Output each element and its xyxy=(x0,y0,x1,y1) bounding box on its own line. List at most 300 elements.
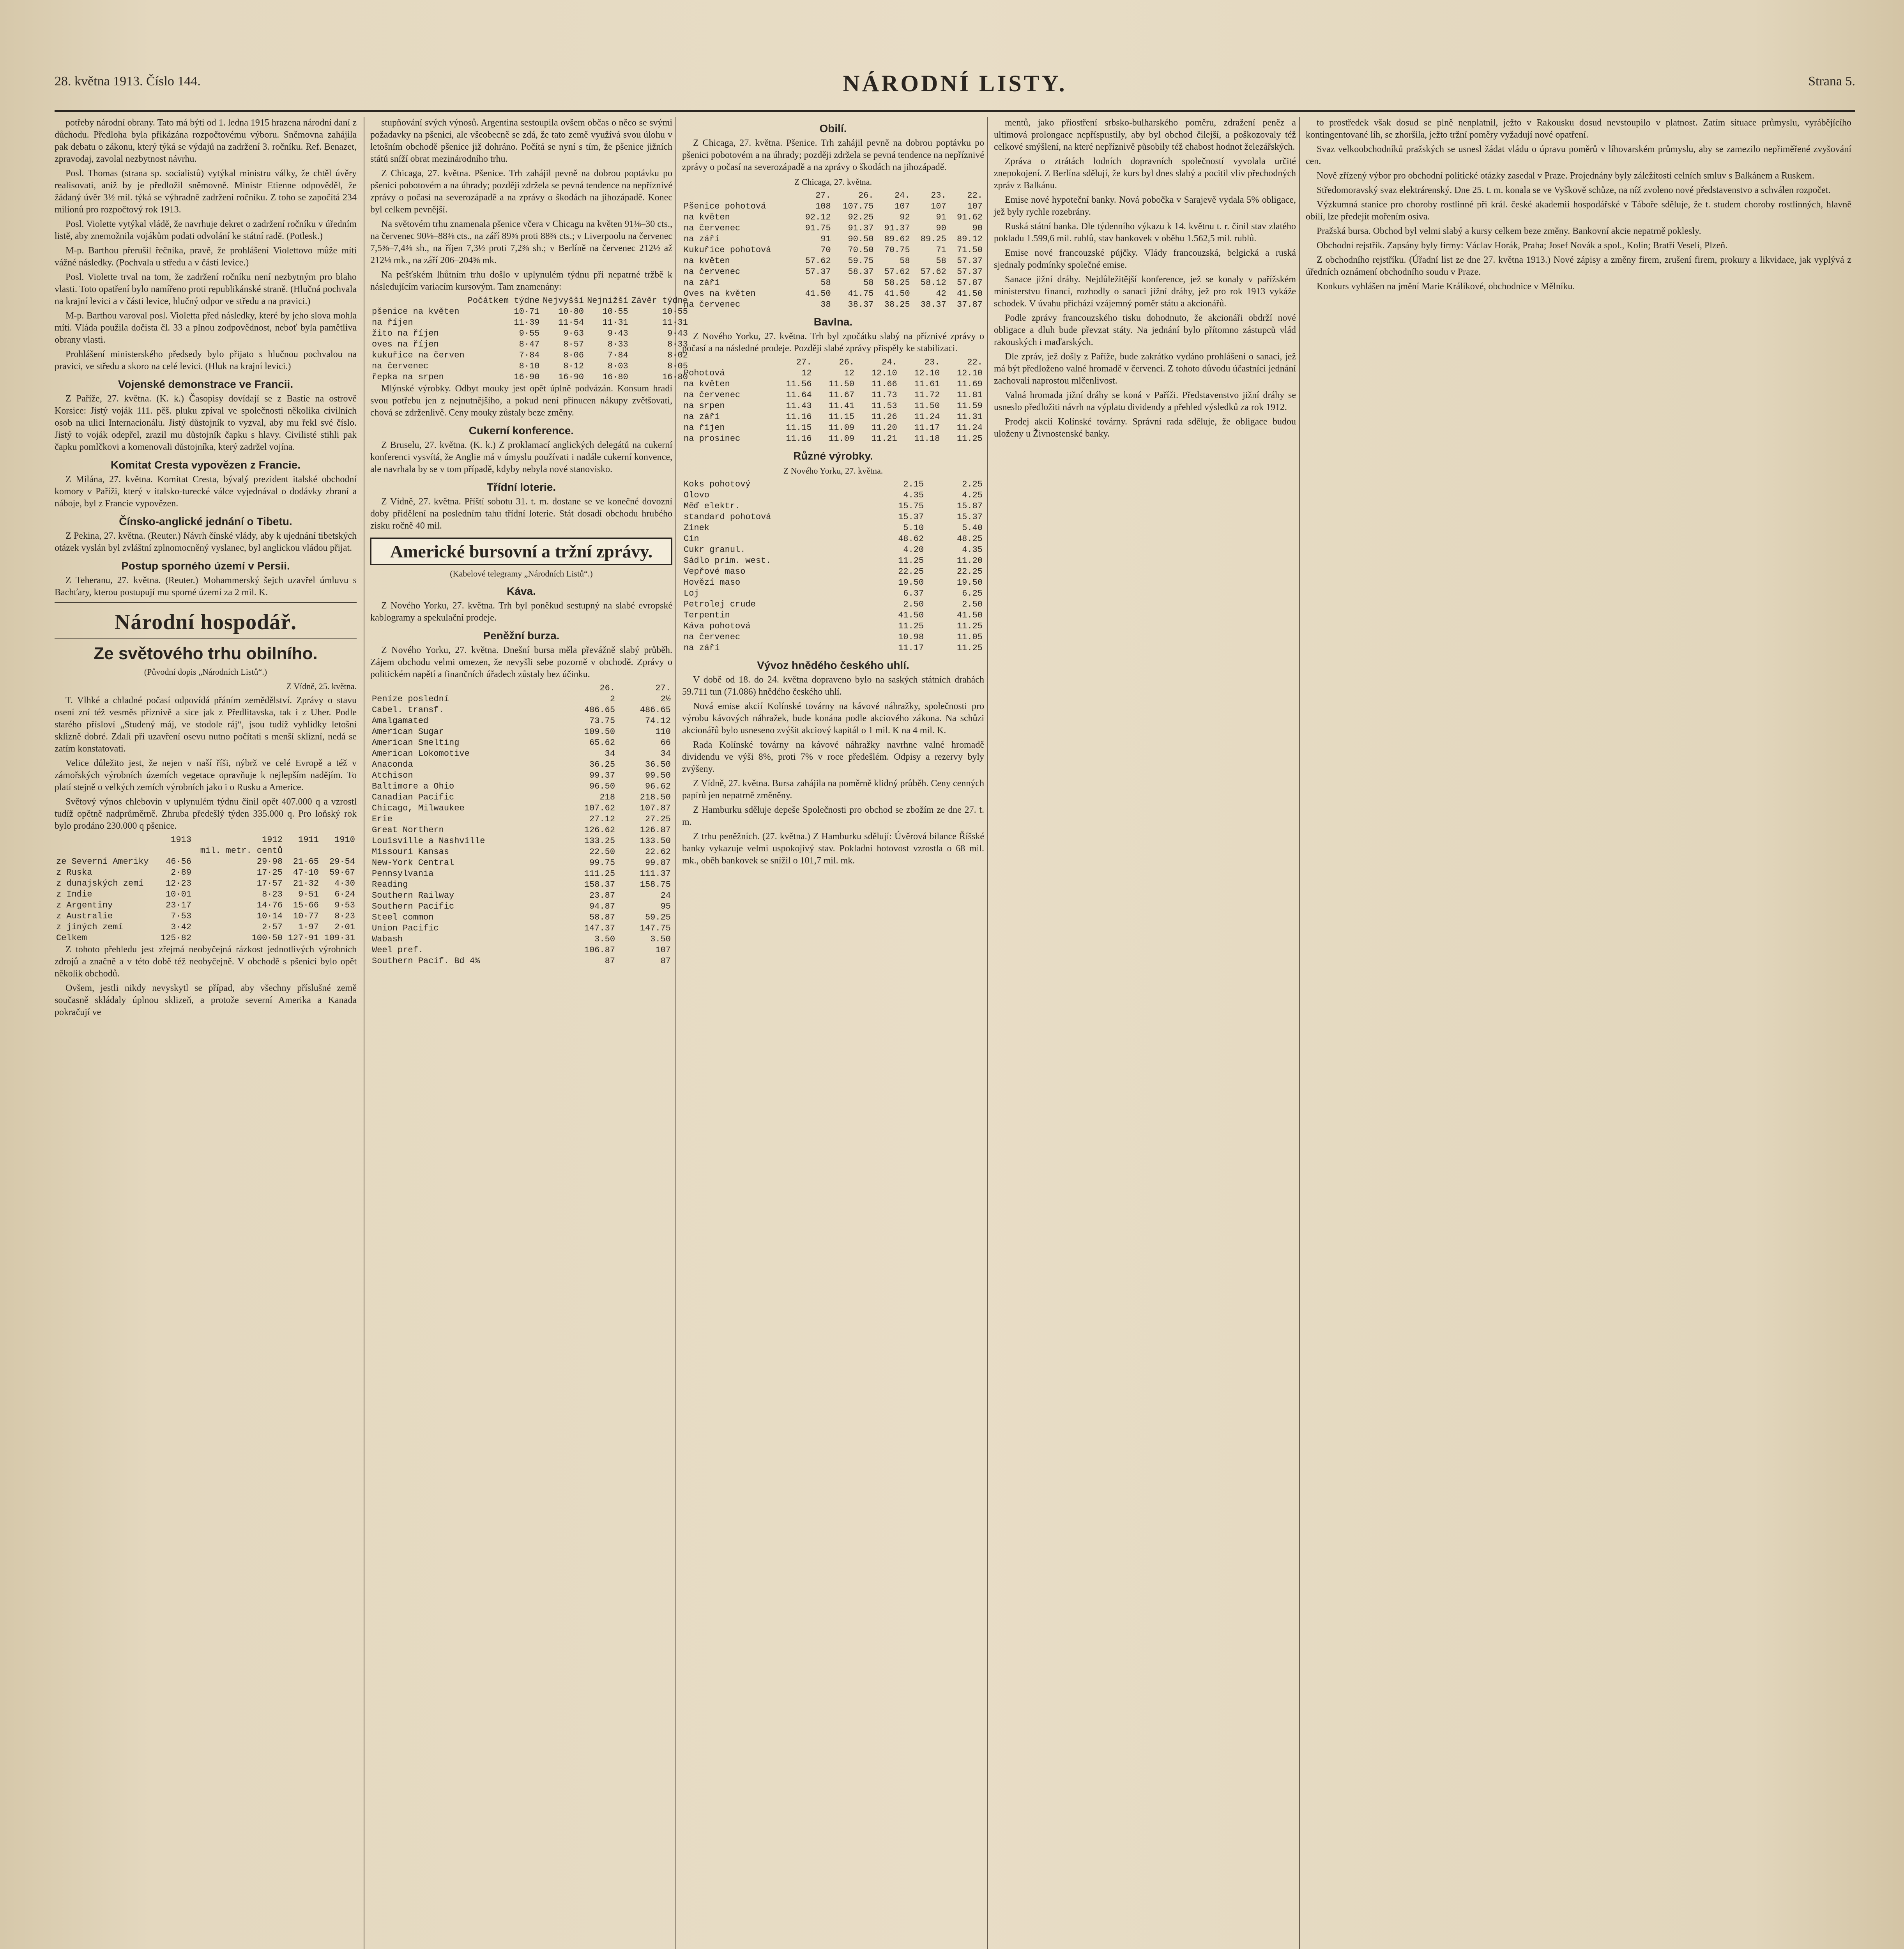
table-cell: 11.81 xyxy=(956,390,983,400)
table-row xyxy=(370,814,672,825)
table-cell: 10·14 xyxy=(256,911,283,921)
table-row xyxy=(370,781,672,792)
table-cell xyxy=(284,845,320,856)
table-cell: 218 xyxy=(599,792,615,802)
table-cell: 9·43 xyxy=(607,329,628,338)
article-text: M-p. Barthou varoval posl. Violetta před následky, které by jeho slova mohla míti. Vláda použila dočista čl. 33 a plnou zodpovědnost, neboť byla pamětliva obrany vlasti. xyxy=(55,311,357,345)
article-heading: Cukerní konference. xyxy=(468,424,574,437)
table-cell: 59·67 xyxy=(329,868,355,877)
table-cell: 8·02 xyxy=(667,350,688,360)
table-cell: 10·71 xyxy=(514,307,540,317)
table-cell: 94.87 xyxy=(589,902,615,911)
table-header-cell: 23. xyxy=(931,191,946,200)
table-header-cell: 24. xyxy=(895,191,910,200)
section-title: Americké bursovní a tržní zprávy. xyxy=(370,538,672,565)
table-cell: 111.25 xyxy=(584,869,615,879)
table-row xyxy=(370,879,672,890)
table-cell: Missouri Kansas xyxy=(372,847,449,857)
article-text: mentů, jako přiostření srbsko-bulharského poměru, zdražení peněz a ultimová prolongace nepříspustily, aby byl obchod čilejší, a poškozovaly též celkové smýšlení, na které nepříznivě působily též chabost hodnot železářských. xyxy=(994,118,1296,152)
masthead-title: NÁRODNÍ LISTY. xyxy=(843,71,1067,96)
article-text: Z Chicaga, 27. května. Pšenice. Trh zahájil pevně na dobrou poptávku po pšenici pobotovém a na úhrady; později zdržela se pevná tendence na nepříznivé zprávy o počasí na severozápadě a na zprávy o škodách na jihozápadě. xyxy=(682,138,985,172)
table-cell: 70 xyxy=(820,245,831,255)
table-cell: 11.67 xyxy=(829,390,855,400)
article-heading: Bavlna. xyxy=(813,316,853,328)
table-title: Z Chicaga, 27. května. xyxy=(794,177,872,187)
table-row xyxy=(682,379,984,390)
table-cell: 91.37 xyxy=(848,223,874,233)
table-cell: New-York Central xyxy=(372,858,454,868)
table-cell: 17·25 xyxy=(256,868,283,877)
table-header-cell: 26. xyxy=(858,191,874,200)
table-cell: 90 xyxy=(936,223,946,233)
article-text: Posl. Violette trval na tom, že zadržení ročníku není nezbytným pro blaho vlasti. Toto opatření bylo namířeno proti republikánské straně. (Hlučná pochvala na krajní levici a v části levice, hlučný odpor ve středu a na pravici.) xyxy=(55,272,357,306)
table-cell: 34 xyxy=(605,749,615,759)
table-cell: 8·05 xyxy=(667,361,688,371)
table-header-cell xyxy=(370,683,561,694)
table-cell: 2.25 xyxy=(962,479,983,489)
table-cell: 4·30 xyxy=(334,879,355,888)
table-row xyxy=(682,632,984,643)
cotton-table xyxy=(682,357,984,444)
table-cell: 58.87 xyxy=(589,913,615,922)
table-cell: 58.25 xyxy=(884,278,910,288)
table-row xyxy=(682,566,984,577)
table-header-row xyxy=(55,835,357,845)
table-cell: 10·55 xyxy=(662,307,688,317)
table-cell: 4.20 xyxy=(903,545,924,555)
table-header-cell xyxy=(682,190,796,201)
table-row xyxy=(682,534,984,545)
article-text: Z Milána, 27. května. Komitat Cresta, bývalý prezident italské obchodní komory v Paříži, který v italsko-turecké válce vyjednával o dodávky zbraní a náboje, byl z Francie vypovězen. xyxy=(55,474,357,509)
table-cell: 11.43 xyxy=(786,401,812,411)
table-cell: standard pohotová xyxy=(684,512,771,522)
table-cell: na září xyxy=(684,412,720,422)
table-row xyxy=(682,523,984,534)
article-text: Z Teheranu, 27. května. (Reuter.) Mohammerský šejch uzavřel úmluvu s Bachťary, kterou postupují mu sporné území za 2 mil. K. xyxy=(55,575,357,598)
table-cell: 11.66 xyxy=(871,379,897,389)
table-cell: 17·57 xyxy=(256,879,283,888)
table-cell: 4.35 xyxy=(903,490,924,500)
table-cell: 9·55 xyxy=(519,329,540,338)
table-header-cell: 27. xyxy=(655,683,671,693)
section-subtitle: (Kabelové telegramy „Národních Listů“.) xyxy=(450,569,593,578)
table-cell: 218.50 xyxy=(640,792,671,802)
section-title: Národní hospodář. xyxy=(114,610,297,634)
table-cell: 34 xyxy=(660,749,671,759)
article-text: Z Nového Yorku, 27. května. Trh byl poněkud sestupný na slabé evropské kablogramy a spekulační prodeje. xyxy=(370,601,672,623)
table-cell: 10·80 xyxy=(558,307,584,317)
table-cell: 3·42 xyxy=(171,922,192,932)
table-cell: 126.62 xyxy=(584,825,615,835)
table-cell: 9·43 xyxy=(667,329,688,338)
table-cell: mil. metr. centů xyxy=(200,846,283,856)
table-row xyxy=(682,490,984,501)
table-row xyxy=(682,267,984,278)
table-row xyxy=(370,956,672,967)
table-header-cell: Počátkem týdne xyxy=(467,296,540,306)
table-cell: 4.35 xyxy=(962,545,983,555)
table-cell: 11.05 xyxy=(956,632,983,642)
table-cell: na říjen xyxy=(372,318,413,327)
table-row xyxy=(682,256,984,267)
table-cell: Pennsylvania xyxy=(372,869,434,879)
table-cell: 108 xyxy=(815,202,831,211)
table-cell: 22.25 xyxy=(898,567,924,577)
table-cell: Erie xyxy=(372,814,392,824)
table-cell: 15·66 xyxy=(293,900,319,910)
table-cell: 125·82 xyxy=(160,933,192,943)
table-cell: 38 xyxy=(820,300,831,310)
table-cell: 6·24 xyxy=(334,890,355,899)
dateline: Z Vídně, 25. května. xyxy=(286,681,357,691)
table-cell: 57.37 xyxy=(956,256,983,266)
table-cell: 57.87 xyxy=(956,278,983,288)
table-cell: z Indie xyxy=(56,890,92,899)
table-row xyxy=(682,223,984,234)
table-row xyxy=(370,738,672,748)
table-cell: 19.50 xyxy=(898,578,924,587)
table-cell: Hovězí maso xyxy=(684,578,741,587)
table-cell: 126.87 xyxy=(640,825,671,835)
table-cell: 91.62 xyxy=(956,212,983,222)
table-row xyxy=(370,847,672,858)
table-cell: 11.25 xyxy=(898,556,924,566)
table-row xyxy=(55,845,357,856)
table-cell: 41.50 xyxy=(956,289,983,299)
table-row xyxy=(370,890,672,901)
table-cell: 90 xyxy=(972,223,983,233)
table-cell: Celkem xyxy=(56,933,87,943)
table-row xyxy=(370,803,672,814)
table-cell: 65.62 xyxy=(589,738,615,748)
article-text: Valná hromada jižní dráhy se koná v Paříži. Představenstvo jižní dráhy se usneslo předložiti návrh na výplatu dividendy a přehled výsledků za rok 1912. xyxy=(994,390,1296,412)
table-cell: 11.17 xyxy=(914,423,940,433)
table-cell: 8·33 xyxy=(607,340,628,349)
article-text: Zpráva o ztrátách lodních dopravních společností vyvolala určité znepokojení. Z Berlína sdělují, že kurs byl dnes slabý a pocitil vliv přechodných zpráv z Balkánu. xyxy=(994,156,1296,191)
table-cell: 11.72 xyxy=(914,390,940,400)
table-cell: 21·65 xyxy=(293,857,319,867)
table-cell: 99.50 xyxy=(645,771,671,780)
table-title: Z Nového Yorku, 27. května. xyxy=(783,466,883,476)
table-cell: 58 xyxy=(936,256,946,266)
article-text: Prodej akcií Kolínské továrny. Správní rada sděluje, že obligace budou uloženy u Živnostenské banky. xyxy=(994,417,1296,439)
table-row xyxy=(682,390,984,401)
article-text: Pražská bursa. Obchod byl velmi slabý a kursy celkem beze změny. Bankovní akcie nepatrně poklesly. xyxy=(1317,226,1701,236)
table-cell: z jiných zemí xyxy=(56,922,123,932)
table-cell: na červenec xyxy=(684,267,741,277)
table-cell: Olovo xyxy=(684,490,710,500)
table-row xyxy=(55,889,357,900)
table-cell: Káva pohotová xyxy=(684,621,751,631)
table-row xyxy=(55,856,357,867)
table-header-cell: 22. xyxy=(967,191,983,200)
misc-table xyxy=(682,479,984,654)
table-cell: 158.75 xyxy=(640,880,671,890)
column-2 xyxy=(370,117,688,967)
table-cell: 46·56 xyxy=(166,857,192,867)
table-cell: 11.24 xyxy=(914,412,940,422)
article-heading: Komitat Cresta vypovězen z Francie. xyxy=(110,459,301,471)
table-cell: 147.37 xyxy=(584,923,615,933)
table-header-cell: 27. xyxy=(796,357,812,367)
table-cell: 147.75 xyxy=(640,923,671,933)
table-row xyxy=(55,933,357,944)
table-cell: 11.73 xyxy=(871,390,897,400)
table-row xyxy=(370,858,672,868)
table-row xyxy=(370,792,672,803)
table-cell: Cukr granul. xyxy=(684,545,746,555)
table-cell: American Sugar xyxy=(372,727,444,737)
article-heading: Ze světového trhu obilního. xyxy=(94,644,318,663)
table-cell: 19.50 xyxy=(956,578,983,587)
table-cell: 59.25 xyxy=(645,913,671,922)
table-cell: 58 xyxy=(863,278,874,288)
table-cell: 22.62 xyxy=(645,847,671,857)
table-cell: 8·10 xyxy=(519,361,540,371)
article-text: Podle zprávy francouzského tisku dohodnuto, že akcionáři obdrží nové obligace a dluh bude převzat státy. Na jednání bylo přítomno zástupců vlád rakouských i maďarských. xyxy=(994,313,1296,347)
table-cell: 11.50 xyxy=(914,401,940,411)
table-row xyxy=(682,201,984,212)
stock-table xyxy=(370,683,672,967)
table-cell: 10·01 xyxy=(166,890,192,899)
article-heading: Čínsko-anglické jednání o Tibetu. xyxy=(119,515,292,527)
table-cell: 11.21 xyxy=(871,434,897,444)
table-cell: 10·77 xyxy=(293,911,319,921)
table-row xyxy=(370,306,689,317)
table-cell: 11.61 xyxy=(914,379,940,389)
table-cell: 11.25 xyxy=(956,643,983,653)
table-cell: 36.50 xyxy=(645,760,671,769)
table-cell: pšenice na květen xyxy=(372,307,460,317)
article-text: Posl. Thomas (strana sp. socialistů) vytýkal ministru války, že chtěl úvěry realisovati, aniž by je předložil sněmovně. Ministr Etienne odpověděl, že žádaný úvěr 3½ mil. týká se výhradně zadržení ročníku. Z toho se započítá 234 milionů pro rozpočtový rok 1913. xyxy=(55,168,357,215)
table-row xyxy=(370,727,672,738)
table-cell: 127·91 xyxy=(288,933,319,943)
table-header-row xyxy=(682,357,984,368)
table-row xyxy=(682,610,984,621)
article-text: Výzkumná stanice pro choroby rostlinné při král. české akademii hospodářské v Táboře sděluje, že t. studem choroby rostlinných, hlavně obilí, lze předejít mořením osiva. xyxy=(1306,200,1851,222)
table-cell: 91 xyxy=(820,234,831,244)
table-cell: 8·47 xyxy=(519,340,540,349)
table-cell: 5.40 xyxy=(962,523,983,533)
article-text: Obchodní rejstřík. Zapsány byly firmy: Václav Horák, Praha; Josef Novák a spol., Kolín; Bratří Veselí, Plzeň. xyxy=(1317,241,1728,251)
table-header-cell: 1911 xyxy=(298,835,319,845)
export-table xyxy=(55,835,357,944)
table-cell: 133.50 xyxy=(640,836,671,846)
table-row xyxy=(682,412,984,423)
article-text: Z Hamburku sděluje depeše Společnosti pro obchod se zbožím ze dne 27. t. m. xyxy=(682,805,984,827)
table-cell: 11.20 xyxy=(871,423,897,433)
column-divider xyxy=(675,117,676,1949)
table-cell: z Argentiny xyxy=(56,900,113,910)
article-text: Sanace jižní dráhy. Nejdůležitější konference, jež se konaly v pařížském ministerstvu financí, rozhodly o sanaci jižní dráhy, jež pro rok 1913 vykáže schodek. V úvahu přichází vzájemný poměr státu a akcionářů. xyxy=(994,274,1296,309)
table-cell: 96.50 xyxy=(589,782,615,791)
table-row xyxy=(370,350,689,361)
table-cell: Vepřové maso xyxy=(684,567,746,577)
table-cell: 23·17 xyxy=(166,900,192,910)
article-text: Středomoravský svaz elektrárenský. Dne 25. t. m. konala se ve Vyškově schůze, na níž zvoleno nové představenstvo a schválen rozpočet. xyxy=(1317,185,1831,195)
table-cell: 100·50 xyxy=(251,933,283,943)
table-cell: 57.37 xyxy=(805,267,831,277)
table-cell: 99.87 xyxy=(645,858,671,868)
table-cell: 5.10 xyxy=(903,523,924,533)
table-cell: 12.10 xyxy=(956,368,983,378)
table-cell: 107 xyxy=(655,945,671,955)
table-cell: z dunajských zemí xyxy=(56,879,144,888)
column-divider xyxy=(1299,117,1300,1949)
table-cell: na červenec xyxy=(372,361,429,371)
table-cell: Canadian Pacific xyxy=(372,792,454,802)
article-heading: Vojenské demonstrace ve Francii. xyxy=(118,378,293,390)
table-cell: 89.12 xyxy=(956,234,983,244)
column-3 xyxy=(682,117,984,869)
table-cell: Měď elektr. xyxy=(684,501,741,511)
table-cell: 92.12 xyxy=(805,212,831,222)
table-row xyxy=(370,901,672,912)
table-row xyxy=(370,361,689,372)
table-cell: 6.37 xyxy=(903,589,924,598)
table-header-cell: 26. xyxy=(599,683,615,693)
table-row xyxy=(682,479,984,490)
table-cell: Amalgamated xyxy=(372,716,429,726)
article-text: V době od 18. do 24. května dopraveno bylo na saských státních drahách 59.711 tun (71.086) hnědého českého uhlí. xyxy=(682,675,984,697)
table-cell: American Smelting xyxy=(372,738,460,748)
table-cell: 89.25 xyxy=(920,234,946,244)
table-row xyxy=(682,643,984,654)
article-text: Nově zřízený výbor pro obchodní politické otázky zasedal v Praze. Projednány byly záležitosti celních smluv s Balkánem a Ruskem. xyxy=(1317,171,1814,181)
table-cell: 11.25 xyxy=(956,434,983,444)
table-cell: 6.25 xyxy=(962,589,983,598)
table-row xyxy=(682,577,984,588)
table-cell: Petrolej crude xyxy=(684,600,756,609)
table-cell: Louisville a Nashville xyxy=(372,836,485,846)
table-cell: 486.65 xyxy=(584,705,615,715)
table-cell xyxy=(55,845,157,856)
table-cell: 57.37 xyxy=(956,267,983,277)
table-cell xyxy=(320,845,357,856)
table-cell: 38.37 xyxy=(848,300,874,310)
table-cell: 11.17 xyxy=(898,643,924,653)
table-cell: 91 xyxy=(936,212,946,222)
table-cell: Zinek xyxy=(684,523,710,533)
article-text: Z Chicaga, 27. května. Pšenice. Trh zahájil pevně na dobrou poptávku po pšenici pobotovém a na úhrady; později zdržela se pevná tendence na nepříznivé zprávy o počasí na severozápadě a na zprávy o škodách na jihozápadě. Konec byl celkem pevnější. xyxy=(370,168,673,215)
table-cell: 29·54 xyxy=(329,857,355,867)
table-row xyxy=(370,945,672,956)
table-cell: Kukuřice pohotová xyxy=(684,245,771,255)
table-cell: 74.12 xyxy=(645,716,671,726)
table-row xyxy=(55,911,357,922)
article-text: Z Vídně, 27. května. Bursa zahájila na poměrně klidný průběh. Ceny cenných papírů jen nepatrně změněny. xyxy=(682,778,984,801)
table-cell: 48.62 xyxy=(898,534,924,544)
article-text: potřeby národní obrany. Tato má býti od 1. ledna 1915 hrazena národní daní z důchodu. Předloha byla přikázána rozpočtovému výboru. Sněmovna zahájila pak debatu o zákonu, který týká se výdajů na zadržení 3. ročníku. Ref. Benazet, zpravodaj, zavolal nezbytnost návrhu. xyxy=(55,118,357,164)
table-cell: 15.37 xyxy=(956,512,983,522)
article-text: Rada Kolínské továrny na kávové náhražky navrhne valné hromadě dividendu ve výši 8%, proti 7% v roce předešlém. Odpisy a rezervy byly zvýšeny. xyxy=(682,740,984,774)
table-cell: Great Northern xyxy=(372,825,444,835)
table-cell: 8·12 xyxy=(563,361,584,371)
table-cell: 7·84 xyxy=(607,350,628,360)
table-row xyxy=(370,868,672,879)
article-text: Na světovém trhu znamenala pšenice včera v Chicagu na květen 91⅛–30 cts., na červenec 90⅛–88⅜ cts., na září 89⅝ proti 88¾ cts.; v Liverpoolu na červenec 7,5⅝–7,4⅜ sh., na říjen 7,3½ proti 7,2⅜ sh.; v Berlíně na červenec 212½ až 212⅛ mk., na září 206–204⅝ mk. xyxy=(370,219,672,265)
table-cell: na červenec xyxy=(684,632,741,642)
table-cell: 7·84 xyxy=(519,350,540,360)
table-cell: 8·23 xyxy=(334,911,355,921)
table-cell: 24 xyxy=(660,891,671,900)
article-text: Z Bruselu, 27. května. (K. k.) Z proklamací anglických delegátů na cukerní konferenci vysvítá, že Anglie má v úmyslu používati i nadále cukerní konvence, ale navrhala by se v tom případě, kdyby nebyla nové stanovisko. xyxy=(370,440,672,474)
table-cell: 29·98 xyxy=(256,857,283,867)
table-cell: 107.87 xyxy=(640,803,671,813)
table-cell: Southern Pacific xyxy=(372,902,454,911)
article-text: to prostředek však dosud se plně nenplatnil, ježto v Rakousku dosud nevstoupilo v platnost. Zatím situace průmyslu, vyrábějícího kontingentované líh, se zhoršila, ježto tržní poměry vyžadují nové opatření. xyxy=(1306,118,1851,140)
table-cell: 158.37 xyxy=(584,880,615,890)
table-cell: 12·23 xyxy=(166,879,192,888)
table-cell: 109·31 xyxy=(324,933,355,943)
table-cell: 9·63 xyxy=(563,329,584,338)
table-header-cell xyxy=(370,295,466,306)
table-cell: 107.62 xyxy=(584,803,615,813)
table-row xyxy=(370,372,689,383)
table-row xyxy=(370,836,672,847)
table-cell: 37.87 xyxy=(956,300,983,310)
table-row xyxy=(682,501,984,512)
article-text: M-p. Barthou přerušil řečníka, pravě, že prohlášení Violettovo může míti vážné následky. (Pochvala u středu a v části levice.) xyxy=(55,246,357,268)
article-text: Konkurs vyhlášen na jmění Marie Králíkové, obchodnice v Mělníku. xyxy=(1317,281,1575,292)
table-cell: Cín xyxy=(684,534,699,544)
table-cell: Anaconda xyxy=(372,760,413,769)
table-cell: kukuřice na červen xyxy=(372,350,465,360)
table-cell: 11.09 xyxy=(829,434,855,444)
table-row xyxy=(682,401,984,412)
table-header-cell: 1913 xyxy=(171,835,192,845)
table-cell: na červenec xyxy=(684,390,741,400)
table-cell: 12.10 xyxy=(914,368,940,378)
article-heading: Různé výrobky. xyxy=(793,450,873,462)
article-text: Světový výnos chlebovin v uplynulém týdnu činil opět 407.000 q a vzrostl tudíž opětně nadprůměrně. Zhruba předešlý týden 335.000 q. Pro loňský rok bylo prodáno 230.000 q pšenice. xyxy=(55,797,357,831)
table-row xyxy=(370,912,672,923)
table-cell: 22.25 xyxy=(956,567,983,577)
table-cell: Oves na květen xyxy=(684,289,756,299)
table-row xyxy=(682,599,984,610)
table-cell: 57.62 xyxy=(920,267,946,277)
table-cell: 11.59 xyxy=(956,401,983,411)
table-row xyxy=(55,900,357,911)
table-header-cell: Závěr týdne xyxy=(631,296,688,306)
table-cell: 90.50 xyxy=(848,234,874,244)
article-heading: Obilí. xyxy=(819,122,847,134)
table-cell: 71.50 xyxy=(956,245,983,255)
table-cell: Peníze poslední xyxy=(372,694,449,704)
table-cell: 11.15 xyxy=(829,412,855,422)
table-cell: na květen xyxy=(684,256,730,266)
table-cell: 11.25 xyxy=(956,621,983,631)
table-row xyxy=(682,512,984,523)
table-cell: 2.50 xyxy=(962,600,983,609)
table-cell: 7·53 xyxy=(171,911,192,921)
article-text: stupňování svých výnosů. Argentina sestoupila ovšem občas o něco se svými požadavky na pšenici, ale všeobecně se zdá, že tato země využívá svou úlohu v letošním obchodě pšenice již dohráno. Počítá se nyní s tím, že pšenice jižních států sníží obrat mezinárodního trhu. xyxy=(370,118,672,164)
table-cell: 2.50 xyxy=(903,600,924,609)
table-cell: na květen xyxy=(684,212,730,222)
table-cell: na červenec xyxy=(684,300,741,310)
table-header-cell: 1910 xyxy=(334,835,355,845)
table-cell: 2½ xyxy=(660,694,671,704)
table-cell: 11.09 xyxy=(829,423,855,433)
table-header-cell: 27. xyxy=(815,191,831,200)
table-cell: 3.50 xyxy=(594,934,615,944)
table-cell: 36.25 xyxy=(589,760,615,769)
column-4 xyxy=(994,117,1296,442)
table-cell: 41.50 xyxy=(884,289,910,299)
table-cell: 11.25 xyxy=(898,621,924,631)
article-heading: Káva. xyxy=(507,585,536,597)
table-cell: 10.98 xyxy=(898,632,924,642)
